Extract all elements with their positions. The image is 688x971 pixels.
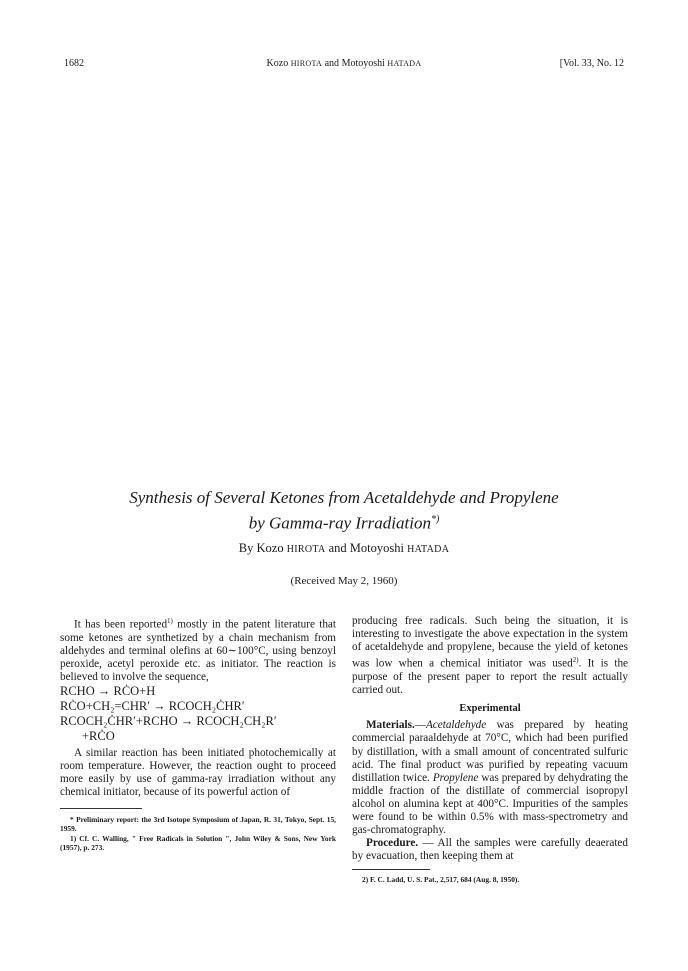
section-heading-experimental: Experimental [459, 703, 521, 715]
running-title: Kozo HIROTA and Motoyoshi HATADA [266, 58, 422, 69]
intro-paragraph: It has been reported$^{1)}$ mostly in the patent literature that some ketones are synthetized by a chain mechanism from aldehydes and terminal olefins at 60∼100°C, using benzoyl peroxide, acetyl peroxide etc. as initiator. The reaction is believed to involve the sequence, [60, 617, 336, 684]
left-footnotes [60, 815, 336, 853]
second-paragraph: A similar reaction has been initiated photochemically at room temperature. However, the reaction ought to proceed more easily by use of gamma-ray irradiation without any chemical initiator, because of its powerful action of [60, 747, 336, 799]
footnote-preliminary: * Preliminary report: the 3rd Isotope Symposium of Japan, R. 31, Tokyo, Sept. 15, 1959. [60, 814, 336, 834]
byline: By Kozo HIROTA and Motoyoshi HATADA [238, 541, 450, 555]
footnote-1: 1) Cf. C. Walling, " Free Radicals in Solution ", John Wiley & Sons, New York (1957), p. 273. [60, 833, 336, 853]
volume-info: [Vol. 33, No. 12 [559, 58, 624, 69]
right-footnotes [352, 875, 628, 885]
materials-label: Materials. [366, 719, 415, 732]
footnote-rule-right [352, 869, 430, 870]
ref-marker-2: 2) [572, 656, 579, 665]
footnote-rule [60, 808, 142, 809]
footnote-2: 2) F. C. Ladd, U. S. Pat., 2,517, 684 (Aug. 8, 1950). [362, 875, 520, 885]
procedure-label: Procedure. [366, 837, 419, 850]
right-paragraph-1: producing free radicals. Such being the situation, it is interesting to investigate the above expectation in the system of acetaldehyde and propylene, because the yield of ketones was low when a chemical initiator was used$^{2)}$. It is the purpose of the present paper to report the result actually carried out. [352, 615, 629, 697]
materials-paragraph: Materials.—Acetaldehyde was prepared by heating commercial paraaldehyde at 70°C, which had been purified by distillation, with a small amount of concentrated sulfuric acid. The final product was purified by repeating vacuum distillation twice. Propylene was prepared by dehydrating the middle fraction of the distillate of commercial isopropyl alcohol on alumina kept at 400°C. Impurities of the samples were found to be within 0.5% with mass-spectrometry and gas-chromatography. [352, 719, 628, 837]
title-footnote-marker: *) [430, 514, 440, 525]
running-header [64, 58, 624, 74]
equation-2: RĊO+CH₂=CHR′ → RCOCH₂ĊHR′ [60, 699, 245, 714]
received-date: (Received May 2, 1960) [290, 575, 398, 587]
title-line-1: Synthesis of Several Ketones from Acetaldehyde and Propylene [129, 488, 559, 507]
equation-3: RCOCH₂ĊHR′+RCHO → RCOCH₂CH₂R′ [60, 714, 277, 729]
left-column [60, 615, 336, 853]
procedure-paragraph: Procedure. — All the samples were carefully deaerated by evacuation, then keeping them at [352, 837, 628, 863]
title-line-2: by Gamma-ray Irradiation*) [248, 513, 440, 533]
equation-1: RCHO → RĊO+H [60, 684, 156, 699]
page-number: 1682 [64, 58, 84, 69]
right-column [352, 615, 628, 885]
ref-marker-1: 1) [167, 617, 173, 625]
paper-title [64, 487, 624, 535]
equation-3-continued: +RĊO [82, 729, 115, 744]
